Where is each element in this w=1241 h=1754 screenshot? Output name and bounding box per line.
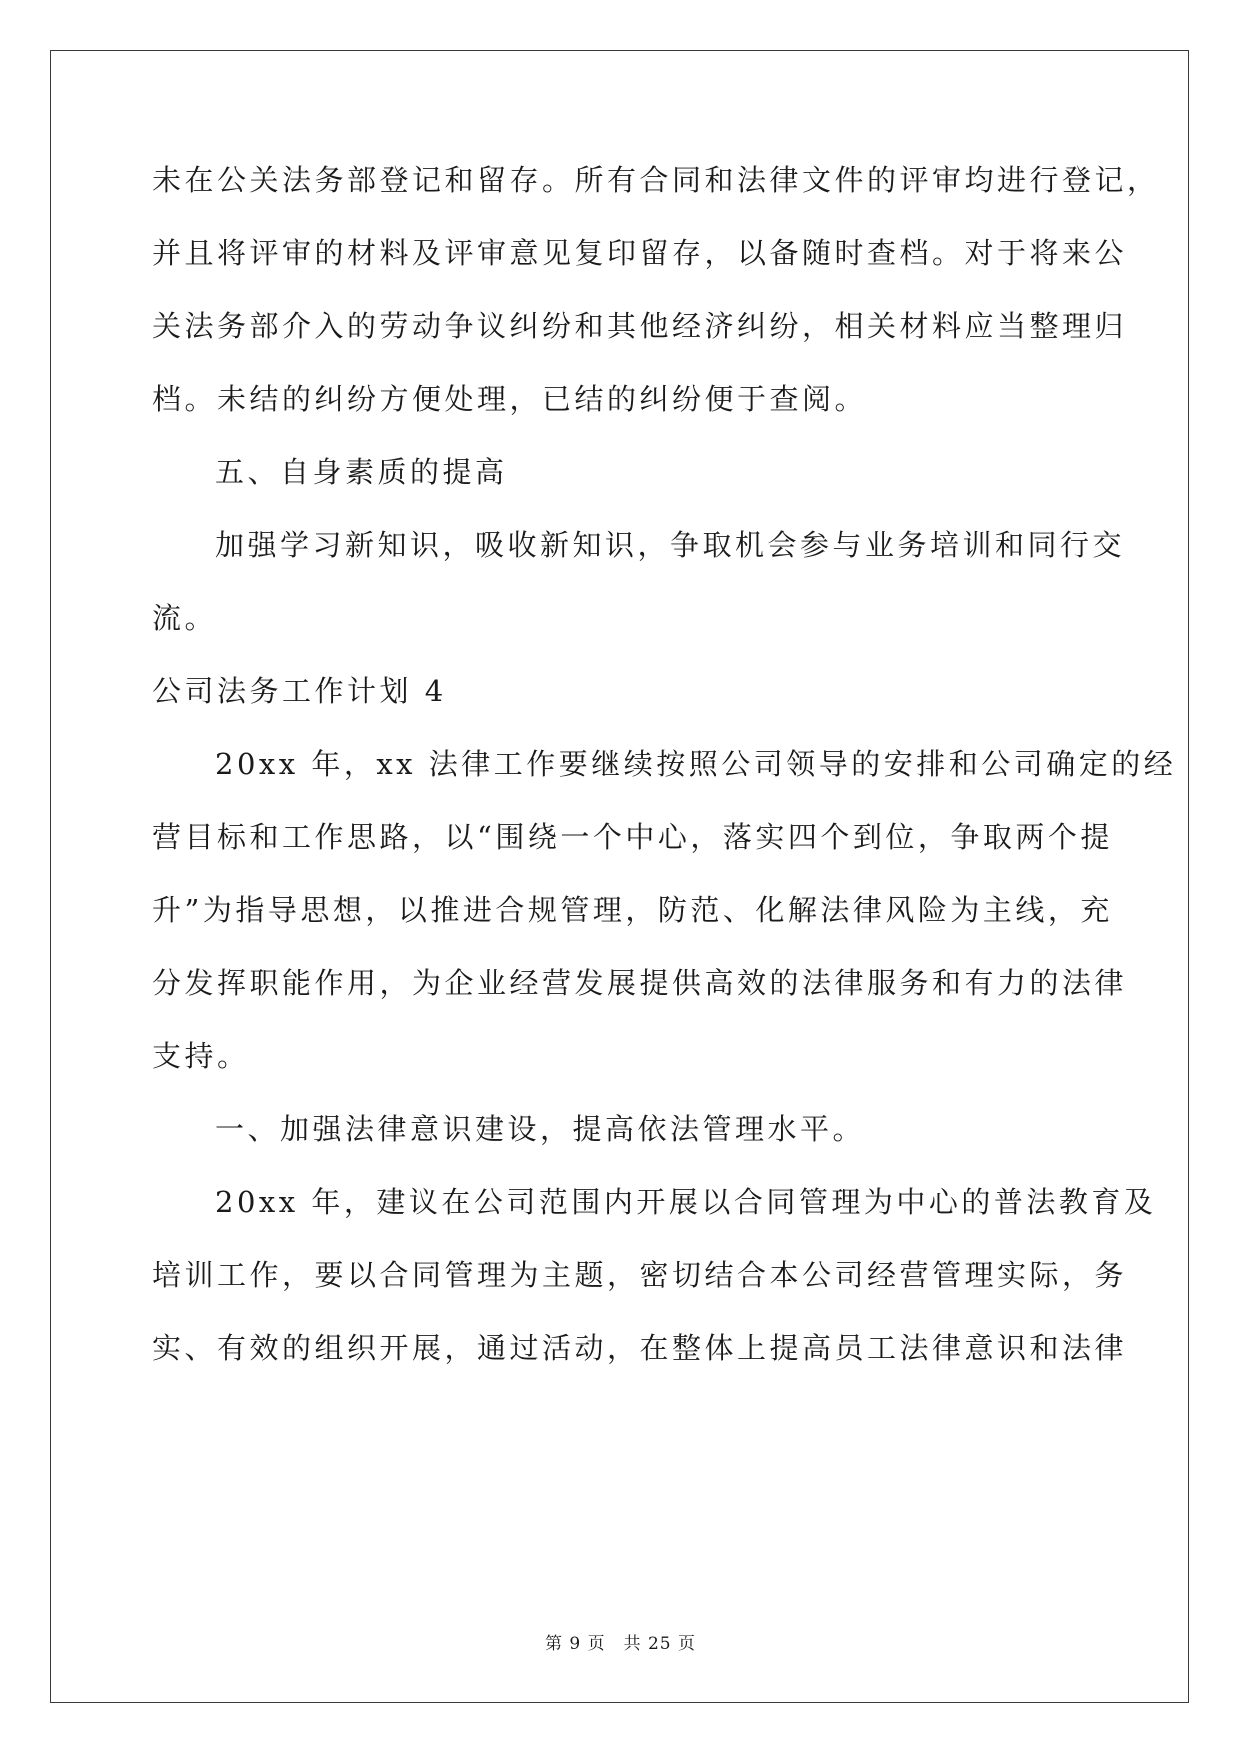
paragraph-line: 培训工作，要以合同管理为主题，密切结合本公司经营管理实际，务 (152, 1258, 1128, 1292)
paragraph-line: 20xx 年，建议在公司范围内开展以合同管理为中心的普法教育及 (215, 1185, 1157, 1219)
paragraph-line: 20xx 年，xx 法律工作要继续按照公司领导的安排和公司确定的经 (215, 747, 1177, 781)
paragraph-line: 支持。 (152, 1039, 250, 1073)
document-title: 公司法务工作计划 4 (152, 674, 447, 708)
page-border (50, 50, 1189, 1703)
paragraph-line: 营目标和工作思路，以“围绕一个中心，落实四个到位，争取两个提 (152, 820, 1113, 854)
section-heading: 一、加强法律意识建设，提高依法管理水平。 (215, 1112, 866, 1146)
paragraph-line: 实、有效的组织开展，通过活动，在整体上提高员工法律意识和法律 (152, 1331, 1128, 1365)
paragraph-line: 分发挥职能作用，为企业经营发展提供高效的法律服务和有力的法律 (152, 966, 1128, 1000)
paragraph-line: 关法务部介入的劳动争议纠纷和其他经济纠纷，相关材料应当整理归 (152, 309, 1128, 343)
section-heading: 五、自身素质的提高 (215, 455, 508, 489)
page-total: 共 25 页 (623, 1634, 697, 1654)
page-number: 第 9 页 (544, 1634, 606, 1654)
paragraph-line: 并且将评审的材料及评审意见复印留存，以备随时查档。对于将来公 (152, 236, 1128, 270)
page-footer (0, 1629, 1241, 1654)
paragraph-line: 加强学习新知识，吸收新知识，争取机会参与业务培训和同行交 (215, 528, 1126, 562)
paragraph-line: 流。 (152, 601, 218, 635)
paragraph-line: 档。未结的纠纷方便处理，已结的纠纷便于查阅。 (152, 382, 868, 416)
paragraph-line: 升”为指导思想，以推进合规管理，防范、化解法律风险为主线，充 (152, 893, 1113, 927)
paragraph-line: 未在公关法务部登记和留存。所有合同和法律文件的评审均进行登记， (152, 163, 1160, 197)
